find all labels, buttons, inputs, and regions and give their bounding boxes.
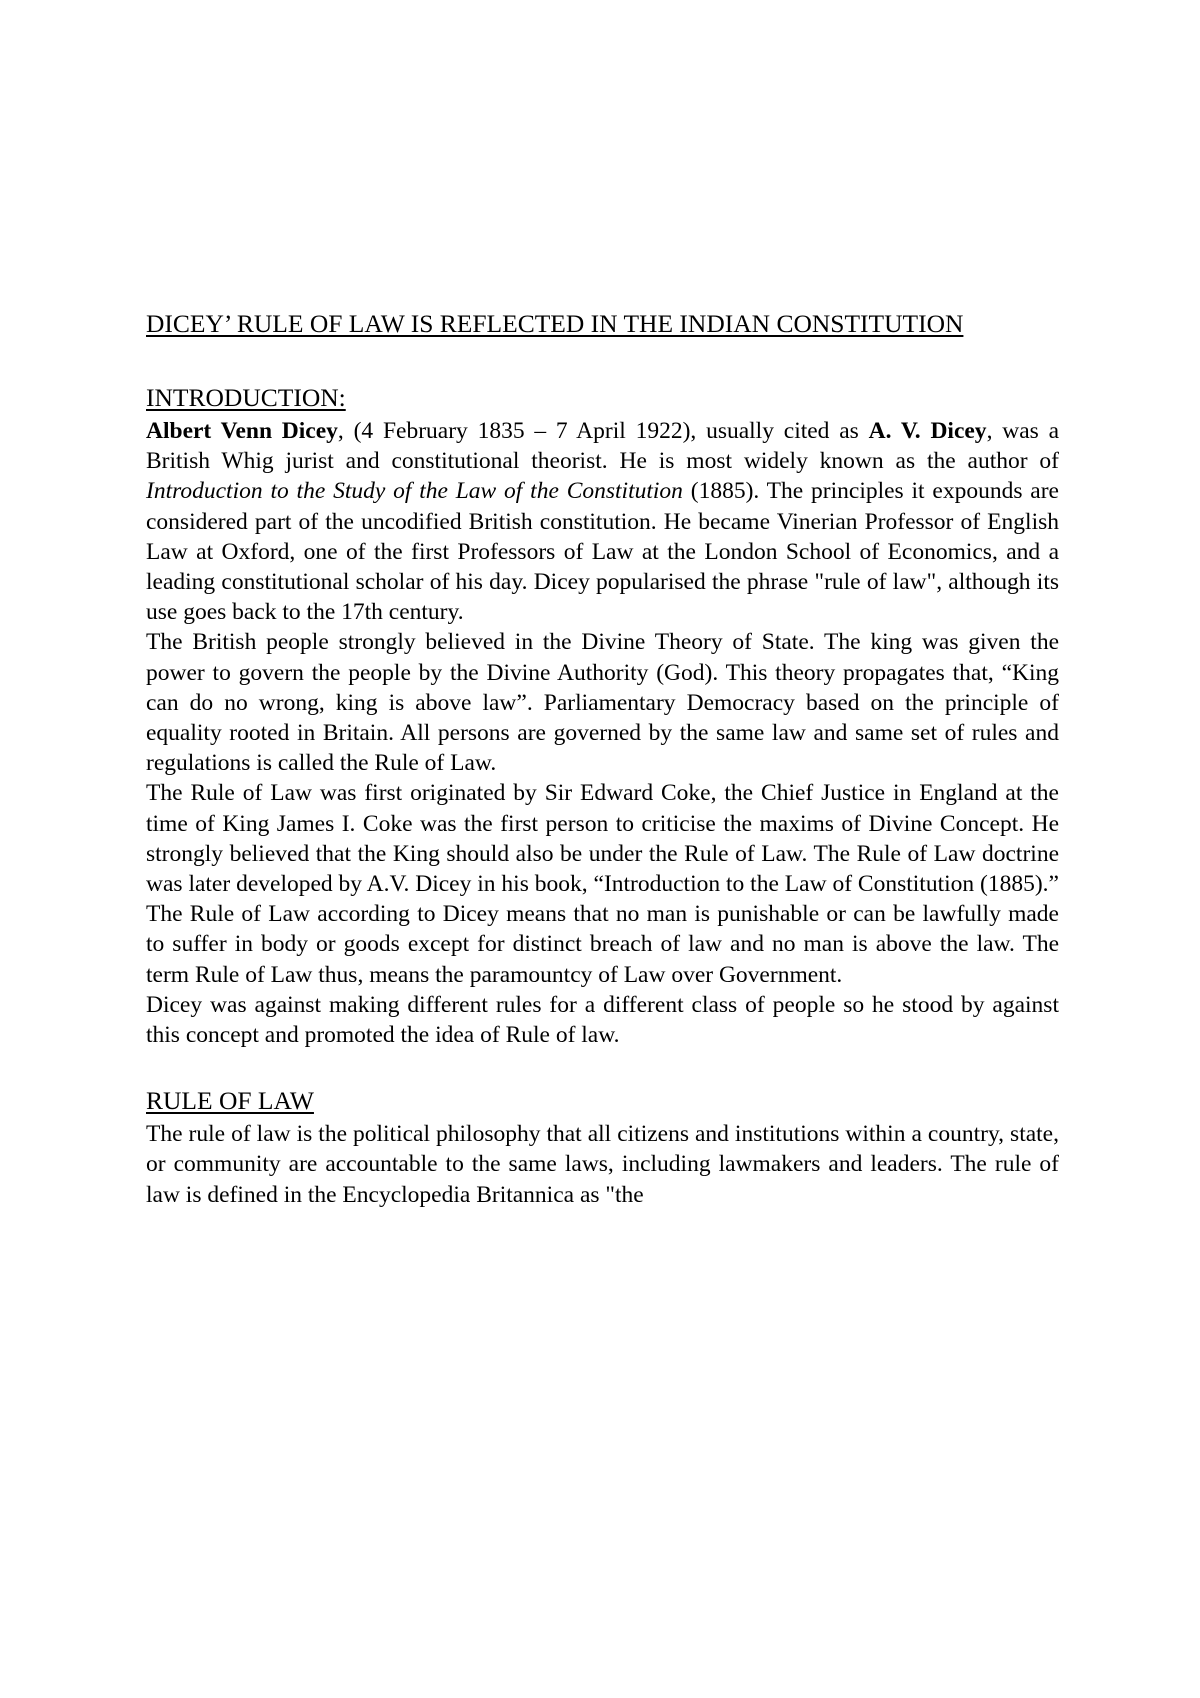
- bio-text-b: , was a British Whig jurist and constitutional theorist. He is most widely known as the author of: [146, 418, 1060, 475]
- bold-name: Albert Venn Dicey: [146, 418, 338, 444]
- document-page: [146, 306, 1059, 1210]
- document-title: DICEY’ RULE OF LAW IS REFLECTED IN THE INDIAN CONSTITUTION: [146, 309, 964, 338]
- bio-text-c: (1885). The principles it expounds are considered part of the uncodified British constitution. He became Vinerian Professor of English Law at Oxford, one of the first Professors of Law at the London School of Economics, and a leading constitutional scholar of his day. Dicey popularised the phrase "rule of law", although its use goes back to the 17th century.: [146, 478, 1059, 626]
- paragraph-dicey-against: Dicey was against making different rules for a different class of people so he stood by against this concept and promoted the idea of Rule of law.: [146, 991, 1059, 1049]
- paragraph-coke-origin: The Rule of Law was first originated by Sir Edward Coke, the Chief Justice in England at the time of King James I. Coke was the first person to criticise the maxims of Divine Concept. He strongly believed that the King should also be under the Rule of Law. The Rule of Law doctrine was later developed by A.V. Dicey in his book, “Introduction to the Law of Constitution (1885).” The Rule of Law according to Dicey means that no man is punishable or can be lawfully made to suffer in body or goods except for distinct breach of law and no man is above the law. The term Rule of Law thus, means the paramountcy of Law over Government.: [146, 780, 1059, 988]
- bold-cited-name: A. V. Dicey: [868, 418, 987, 444]
- paragraph-dicey-bio: [146, 416, 1059, 627]
- paragraph-rule-definition: The rule of law is the political philosophy that all citizens and institutions within a country, state, or community are accountable to the same laws, including lawmakers and leaders. The rule of law is defined in the Encyclopedia Britannica as "the: [146, 1121, 1059, 1208]
- heading-rule-of-law: RULE OF LAW: [146, 1086, 314, 1116]
- italic-book-title: Introduction to the Study of the Law of the Constitution: [146, 478, 683, 505]
- paragraph-divine-theory: The British people strongly believed in the Divine Theory of State. The king was given the power to govern the people by the Divine Authority (God). This theory propagates that, “King can do no wrong, king is above law”. Parliamentary Democracy based on the principle of equality rooted in Britain. All persons are governed by the same law and same set of rules and regulations is called the Rule of Law.: [146, 629, 1059, 777]
- heading-introduction: INTRODUCTION:: [146, 383, 346, 412]
- bio-text-a: , (4 February 1835 – 7 April 1922), usually cited as: [337, 418, 869, 444]
